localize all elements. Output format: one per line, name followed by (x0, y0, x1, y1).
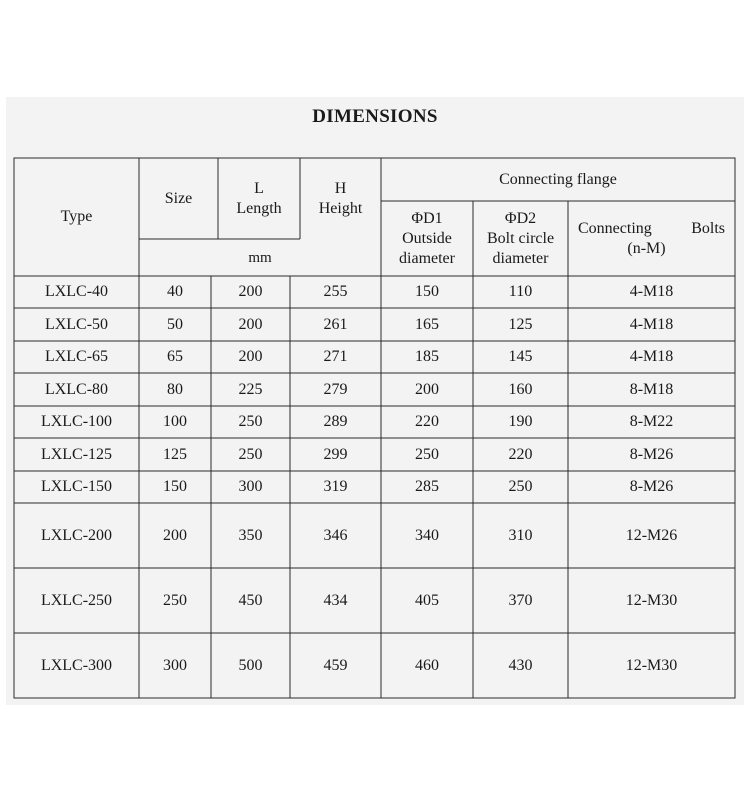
cell-type: LXLC-250 (40, 591, 113, 609)
cell-connecting-bolts: 4-M18 (629, 348, 674, 365)
header-d1-line1: Outside (402, 229, 452, 247)
cell-outside-diameter: 405 (415, 591, 439, 609)
header-d1 (381, 201, 473, 276)
cell-type: LXLC-100 (40, 413, 113, 430)
cell-size: 65 (167, 348, 183, 365)
cell-height: 289 (323, 413, 348, 430)
cell-outside-diameter: 250 (415, 445, 439, 463)
cell-type: LXLC-50 (44, 315, 109, 333)
cell-bolt-circle-diameter: 110 (508, 283, 533, 300)
cell-size: 150 (163, 478, 187, 495)
header-connecting-flange: Connecting flange (499, 170, 617, 188)
header-bolts-title (578, 219, 725, 239)
cell-connecting-bolts: 12-M30 (625, 656, 678, 674)
header-d1-line2: diameter (399, 249, 455, 267)
cell-size: 200 (163, 526, 187, 544)
cell-type: LXLC-200 (40, 526, 113, 544)
cell-connecting-bolts: 12-M30 (625, 591, 678, 609)
cell-size: 80 (167, 380, 183, 398)
cell-bolt-circle-diameter: 370 (508, 591, 533, 609)
cell-bolt-circle-diameter: 250 (508, 478, 533, 495)
cell-connecting-bolts: 8-M22 (629, 413, 674, 430)
cell-length: 225 (238, 380, 263, 398)
cell-length: 350 (238, 526, 263, 544)
cell-outside-diameter: 460 (415, 656, 439, 674)
cell-height: 279 (323, 380, 348, 398)
cell-connecting-bolts: 4-M18 (629, 283, 674, 300)
cell-length: 200 (238, 348, 263, 365)
header-d2 (473, 201, 568, 276)
cell-connecting-bolts: 4-M18 (629, 315, 674, 333)
cell-size: 300 (163, 656, 187, 674)
cell-outside-diameter: 185 (415, 348, 439, 365)
cell-outside-diameter: 165 (415, 315, 439, 333)
header-height-symbol: H (334, 179, 347, 197)
cell-type: LXLC-150 (40, 478, 113, 495)
cell-height: 434 (323, 591, 348, 609)
cell-length: 300 (238, 478, 263, 495)
cell-connecting-bolts: 12-M26 (625, 526, 678, 544)
header-bolts-word1: Connecting (578, 219, 652, 237)
header-height (300, 158, 381, 239)
cell-connecting-bolts: 8-M26 (629, 445, 674, 463)
cell-bolt-circle-diameter: 125 (508, 315, 533, 333)
cell-bolt-circle-diameter: 310 (508, 526, 533, 544)
header-bolts-word2: Bolts (691, 219, 725, 237)
cell-length: 200 (238, 283, 263, 300)
cell-length: 200 (238, 315, 263, 333)
header-bolts-sub: (n-M) (627, 239, 666, 257)
cell-outside-diameter: 340 (415, 526, 439, 544)
cell-height: 346 (323, 526, 348, 544)
cell-bolt-circle-diameter: 430 (508, 656, 533, 674)
cell-length: 500 (238, 656, 263, 674)
cell-type: LXLC-80 (44, 380, 109, 398)
header-size: Size (164, 189, 193, 207)
cell-height: 255 (323, 283, 348, 300)
cell-bolt-circle-diameter: 160 (508, 380, 533, 398)
cell-size: 250 (163, 591, 187, 609)
header-d2-line1: Bolt circle (486, 229, 555, 247)
cell-size: 50 (167, 315, 183, 333)
header-length (218, 158, 300, 239)
cell-bolt-circle-diameter: 220 (508, 445, 533, 463)
cell-type: LXLC-300 (40, 656, 113, 674)
cell-outside-diameter: 150 (415, 283, 439, 300)
cell-connecting-bolts: 8-M26 (629, 478, 674, 495)
header-d1-symbol: ΦD1 (411, 209, 443, 227)
cell-height: 319 (323, 478, 348, 495)
header-units: mm (248, 249, 272, 266)
cell-type: LXLC-125 (40, 445, 113, 463)
cell-bolt-circle-diameter: 190 (508, 413, 533, 430)
cell-outside-diameter: 285 (415, 478, 439, 495)
cell-size: 40 (167, 283, 183, 300)
cell-height: 299 (323, 445, 348, 463)
cell-length: 250 (238, 413, 263, 430)
cell-outside-diameter: 220 (415, 413, 439, 430)
cell-bolt-circle-diameter: 145 (508, 348, 533, 365)
header-d2-symbol: ΦD2 (504, 209, 537, 227)
cell-outside-diameter: 200 (415, 380, 439, 398)
cell-height: 459 (323, 656, 348, 674)
cell-height: 271 (323, 348, 348, 365)
cell-length: 250 (238, 445, 263, 463)
header-d2-line2: diameter (492, 249, 549, 267)
cell-type: LXLC-65 (44, 348, 109, 365)
page-title: DIMENSIONS (312, 106, 438, 127)
cell-size: 125 (163, 445, 187, 463)
cell-height: 261 (323, 315, 348, 333)
cell-size: 100 (163, 413, 187, 430)
header-bolts (568, 201, 735, 276)
cell-length: 450 (238, 591, 263, 609)
header-length-label: Length (236, 199, 282, 217)
cell-type: LXLC-40 (44, 283, 109, 300)
header-type: Type (60, 208, 93, 225)
cell-connecting-bolts: 8-M18 (629, 380, 674, 398)
header-height-label: Height (318, 199, 363, 217)
header-length-symbol: L (254, 179, 264, 197)
